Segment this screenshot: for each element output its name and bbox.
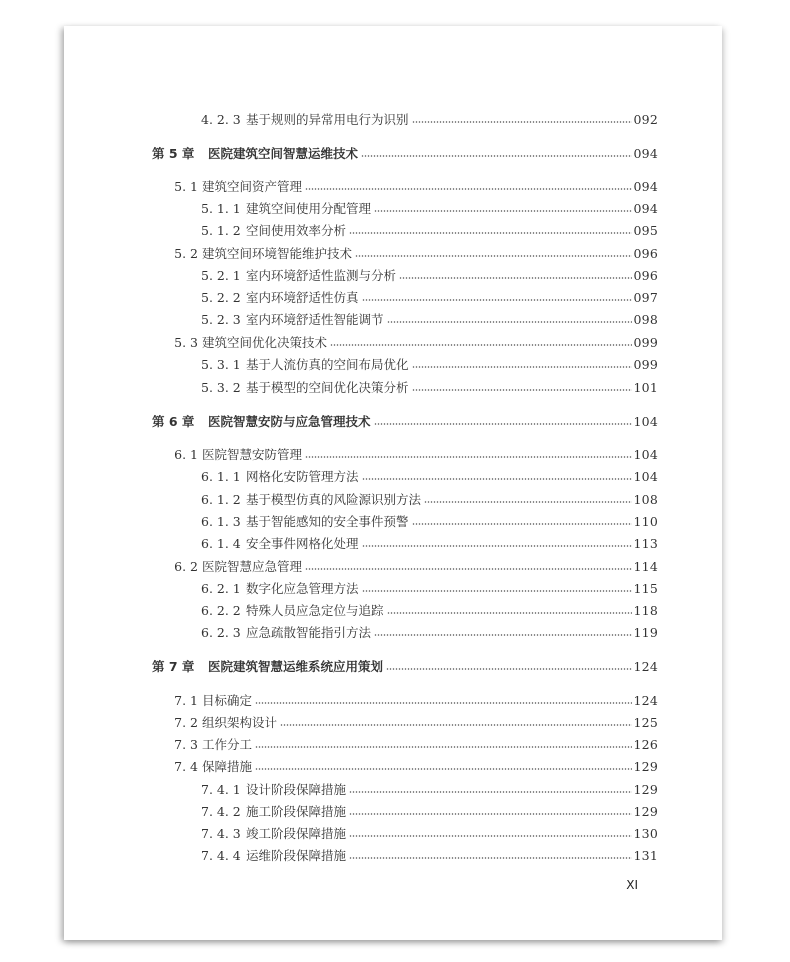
dot-leader: [305, 456, 632, 458]
dot-leader: [255, 746, 632, 748]
toc-entry-page-number: 104: [633, 447, 658, 462]
toc-entry-subsection[interactable]: [64, 802, 722, 822]
dot-leader: [255, 702, 632, 704]
toc-entry-number: 6. 1: [174, 447, 198, 462]
toc-entry-title: 医院建筑智慧运维系统应用策划: [208, 659, 384, 674]
toc-entry-title: 施工阶段保障措施: [246, 804, 347, 819]
toc-entry-number: 6. 1. 2: [201, 492, 241, 507]
toc-entry-subsection[interactable]: [64, 846, 722, 866]
toc-entry-number: 7. 4: [174, 759, 198, 774]
toc-entry-title: 空间使用效率分析: [246, 223, 347, 238]
toc-entry-title: 特殊人员应急定位与追踪: [246, 603, 384, 618]
toc-entry-subsection[interactable]: [64, 199, 722, 219]
toc-entry-number: 5. 3. 1: [201, 357, 241, 372]
toc-entry-subsection[interactable]: [64, 310, 722, 330]
toc-entry-title: 医院智慧安防管理: [202, 447, 303, 462]
toc-entry-number: 第 5 章: [152, 146, 195, 161]
toc-entry-section[interactable]: [64, 713, 722, 733]
toc-entry-number: 7. 1: [174, 693, 198, 708]
toc-entry-section[interactable]: [64, 691, 722, 711]
toc-entry-title: 工作分工: [202, 737, 253, 752]
toc-entry-title: 运维阶段保障措施: [246, 848, 347, 863]
toc-entry-title: 基于智能感知的安全事件预警: [246, 514, 409, 529]
toc-entry-number: 5. 1. 1: [201, 201, 241, 216]
toc-entry-section[interactable]: [64, 557, 722, 577]
dot-leader: [424, 501, 632, 503]
toc-entry-title: 室内环境舒适性智能调节: [246, 312, 384, 327]
dot-leader: [330, 344, 632, 346]
dot-leader: [387, 612, 632, 614]
toc-entry-chapter[interactable]: [64, 657, 722, 677]
dot-leader: [349, 835, 632, 837]
toc-entry-section[interactable]: [64, 735, 722, 755]
toc-entry-page-number: 095: [633, 223, 658, 238]
dot-leader: [412, 121, 632, 123]
toc-entry-title: 数字化应急管理方法: [246, 581, 359, 596]
toc-entry-number: 5. 2. 2: [201, 290, 241, 305]
toc-entry-title: 基于模型的空间优化决策分析: [246, 380, 409, 395]
toc-entry-number: 7. 4. 2: [201, 804, 241, 819]
toc-entry-title: 医院智慧安防与应急管理技术: [208, 414, 371, 429]
toc-entry-number: 5. 1: [174, 179, 198, 194]
toc-entry-section[interactable]: [64, 333, 722, 353]
toc-entry-number: 4. 2. 3: [201, 112, 241, 127]
toc-entry-title: 建筑空间优化决策技术: [202, 335, 328, 350]
toc-entry-subsection[interactable]: [64, 110, 722, 130]
toc-entry-title: 室内环境舒适性监测与分析: [246, 268, 397, 283]
toc-entry-subsection[interactable]: [64, 512, 722, 532]
toc-entry-page-number: 129: [633, 759, 658, 774]
dot-leader: [280, 724, 632, 726]
toc-entry-subsection[interactable]: [64, 221, 722, 241]
toc-entry-title: 基于人流仿真的空间布局优化: [246, 357, 409, 372]
toc-entry-title: 应急疏散智能指引方法: [246, 625, 372, 640]
dot-leader: [387, 321, 632, 323]
toc-entry-title: 建筑空间资产管理: [202, 179, 303, 194]
dot-leader: [362, 590, 632, 592]
toc-entry-title: 保障措施: [202, 759, 253, 774]
toc-entry-page-number: 114: [633, 559, 658, 574]
toc-entry-number: 7. 4. 4: [201, 848, 241, 863]
toc-entry-title: 基于规则的异常用电行为识别: [246, 112, 409, 127]
dot-leader: [412, 389, 632, 391]
dot-leader: [349, 232, 632, 234]
toc-entry-title: 目标确定: [202, 693, 253, 708]
dot-leader: [399, 277, 632, 279]
toc-entry-subsection[interactable]: [64, 467, 722, 487]
toc-entry-page-number: 119: [633, 625, 658, 640]
toc-entry-subsection[interactable]: [64, 266, 722, 286]
dot-leader: [374, 634, 632, 636]
toc-entry-page-number: 124: [633, 659, 658, 674]
toc-entry-page-number: 110: [633, 514, 658, 529]
toc-entry-number: 6. 1. 4: [201, 536, 241, 551]
toc-entry-page-number: 104: [633, 414, 658, 429]
dot-leader: [386, 668, 632, 670]
toc-entry-subsection[interactable]: [64, 355, 722, 375]
toc-entry-subsection[interactable]: [64, 780, 722, 800]
toc-entry-page-number: 104: [633, 469, 658, 484]
dot-leader: [305, 568, 632, 570]
toc-entry-chapter[interactable]: [64, 412, 722, 432]
dot-leader: [255, 768, 632, 770]
toc-entry-number: 第 6 章: [152, 414, 195, 429]
toc-entry-title: 设计阶段保障措施: [246, 782, 347, 797]
toc-entry-page-number: 129: [633, 782, 658, 797]
dot-leader: [349, 791, 632, 793]
toc-entry-number: 5. 1. 2: [201, 223, 241, 238]
toc-entry-number: 第 7 章: [152, 659, 195, 674]
toc-entry-number: 6. 2. 3: [201, 625, 241, 640]
toc-entry-page-number: 096: [633, 246, 658, 261]
toc-entry-page-number: 094: [633, 179, 658, 194]
toc-entry-subsection[interactable]: [64, 490, 722, 510]
dot-leader: [355, 255, 632, 257]
toc-entry-number: 6. 1. 3: [201, 514, 241, 529]
toc-entry-number: 6. 2. 1: [201, 581, 241, 596]
dot-leader: [349, 813, 632, 815]
dot-leader: [412, 366, 632, 368]
toc-entry-page-number: 118: [633, 603, 658, 618]
toc-entry-subsection[interactable]: [64, 601, 722, 621]
page-folio: XI: [626, 878, 638, 892]
toc-entry-page-number: 094: [633, 201, 658, 216]
toc-entry-page-number: 126: [633, 737, 658, 752]
dot-leader: [374, 423, 632, 425]
dot-leader: [305, 188, 632, 190]
dot-leader: [361, 155, 632, 157]
toc-entry-subsection[interactable]: [64, 288, 722, 308]
toc-entry-page-number: 097: [633, 290, 658, 305]
dot-leader: [349, 857, 632, 859]
toc-entry-page-number: 108: [633, 492, 658, 507]
toc-entry-number: 5. 2. 1: [201, 268, 241, 283]
toc-entry-page-number: 130: [633, 826, 658, 841]
toc-entry-title: 室内环境舒适性仿真: [246, 290, 359, 305]
toc-entry-title: 网格化安防管理方法: [246, 469, 359, 484]
toc-entry-title: 建筑空间环境智能维护技术: [202, 246, 353, 261]
toc-entry-page-number: 099: [633, 357, 658, 372]
toc-entry-page-number: 098: [633, 312, 658, 327]
toc-entry-chapter[interactable]: [64, 144, 722, 164]
toc-entry-page-number: 096: [633, 268, 658, 283]
toc-entry-title: 医院建筑空间智慧运维技术: [208, 146, 359, 161]
dot-leader: [362, 545, 632, 547]
toc-entry-page-number: 113: [633, 536, 658, 551]
toc-entry-page-number: 115: [633, 581, 658, 596]
toc-entry-subsection[interactable]: [64, 579, 722, 599]
toc-entry-number: 5. 2. 3: [201, 312, 241, 327]
toc-entry-title: 基于模型仿真的风险源识别方法: [246, 492, 422, 507]
toc-entry-page-number: 131: [633, 848, 658, 863]
toc-entry-number: 6. 2. 2: [201, 603, 241, 618]
toc-entry-page-number: 099: [633, 335, 658, 350]
toc-entry-number: 6. 1. 1: [201, 469, 241, 484]
toc-entry-number: 6. 2: [174, 559, 198, 574]
toc-entry-subsection[interactable]: [64, 623, 722, 643]
toc-entry-title: 安全事件网格化处理: [246, 536, 359, 551]
toc-entry-page-number: 125: [633, 715, 658, 730]
toc-entry-section[interactable]: [64, 177, 722, 197]
toc-entry-page-number: 101: [633, 380, 658, 395]
toc-entry-page-number: 094: [633, 146, 658, 161]
dot-leader: [374, 210, 632, 212]
toc-entry-number: 7. 2: [174, 715, 198, 730]
toc-entry-page-number: 124: [633, 693, 658, 708]
toc-entry-title: 组织架构设计: [202, 715, 278, 730]
toc-entry-page-number: 129: [633, 804, 658, 819]
toc-page: [64, 26, 722, 940]
dot-leader: [362, 478, 632, 480]
toc-entry-number: 7. 3: [174, 737, 198, 752]
toc-entry-number: 7. 4. 1: [201, 782, 241, 797]
toc-entry-section[interactable]: [64, 757, 722, 777]
toc-entry-section[interactable]: [64, 445, 722, 465]
toc-entry-page-number: 092: [633, 112, 658, 127]
toc-entry-section[interactable]: [64, 244, 722, 264]
toc-entry-number: 5. 3. 2: [201, 380, 241, 395]
toc-entry-number: 5. 3: [174, 335, 198, 350]
toc-entry-title: 竣工阶段保障措施: [246, 826, 347, 841]
toc-entry-title: 医院智慧应急管理: [202, 559, 303, 574]
toc-entry-title: 建筑空间使用分配管理: [246, 201, 372, 216]
dot-leader: [362, 299, 632, 301]
toc-entry-subsection[interactable]: [64, 378, 722, 398]
toc-entry-subsection[interactable]: [64, 534, 722, 554]
toc-entry-number: 7. 4. 3: [201, 826, 241, 841]
toc-entry-subsection[interactable]: [64, 824, 722, 844]
toc-entry-number: 5. 2: [174, 246, 198, 261]
dot-leader: [412, 523, 632, 525]
